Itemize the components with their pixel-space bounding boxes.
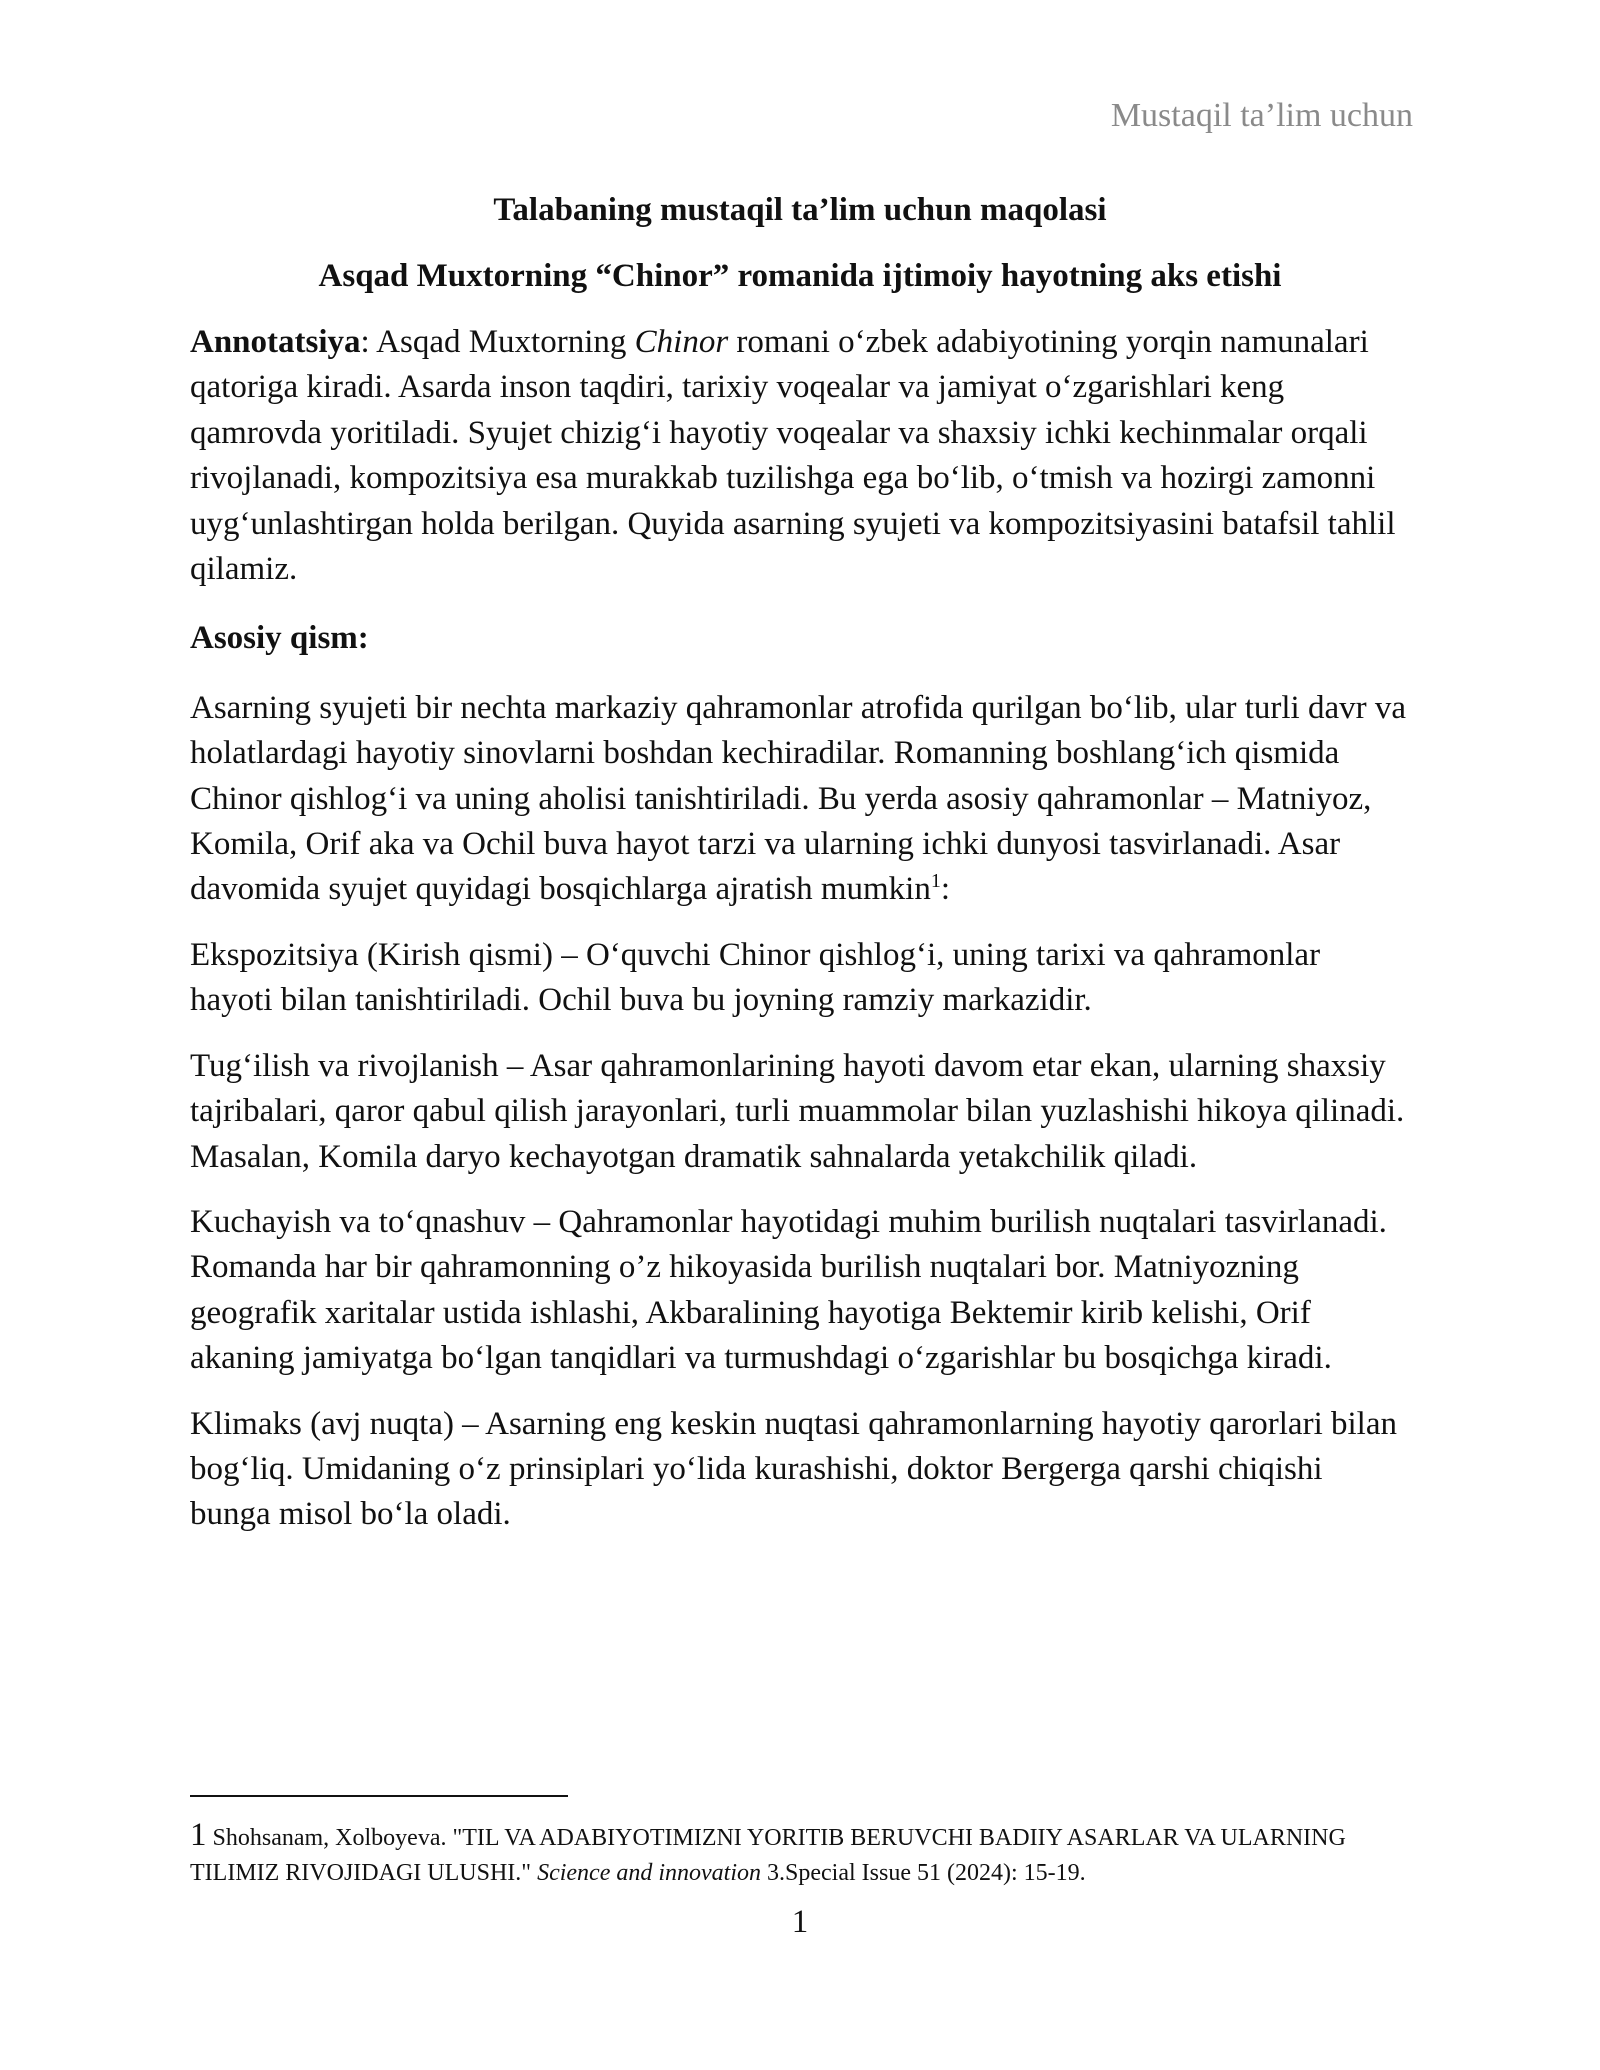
abstract-paragraph	[190, 320, 1410, 592]
paragraph-text: Asarning syujeti bir nechta markaziy qahramonlar atrofida qurilgan boʻlib, ular turli davr va holatlardagi hayotiy sinovlarni boshdan kechiradilar. Romanning boshlangʻich qismida Chinor qishlogʻi va uning aholisi tanishtiriladi. Bu yerda asosiy qahramonlar – Matniyoz, Komila, Orif aka va Ochil buva hayot tarzi va ularning ichki dunyosi tasvirlanadi. Asar davomida syujet quyidagi bosqichlarga ajratish mumkin	[190, 689, 1407, 908]
abstract-separator: :	[360, 324, 377, 360]
main-content	[190, 190, 1410, 1538]
novel-title-italic: Chinor	[634, 324, 729, 360]
footnote-text-end: 3.Special Issue 51 (2024): 15-19.	[761, 1860, 1086, 1886]
footnote-journal-italic: Science and innovation	[537, 1860, 762, 1886]
abstract-lead: Asqad Muxtorning	[376, 324, 635, 360]
paragraph-plot-intro	[190, 686, 1410, 913]
footnote	[190, 1818, 1420, 1891]
abstract-text: romani oʻzbek adabiyotining yorqin namunalari qatoriga kiradi. Asarda inson taqdiri, tarixiy voqealar va jamiyat oʻzgarishlari keng qamrovda yoritiladi. Syujet chizigʻi hayotiy voqealar va shaxsiy ichki kechinmalar orqali rivojlanadi, kompozitsiya esa murakkab tuzilishga ega boʻlib, oʻtmish va hozirgi zamonni uygʻunlashtirgan holda berilgan. Quyida asarning syujeti va kompozitsiyasini batafsil tahlil qilamiz.	[190, 324, 1396, 588]
footnote-number: 1	[190, 1817, 207, 1853]
paragraph-end: :	[940, 871, 951, 908]
paragraph-development: Tugʻilish va rivojlanish – Asar qahramonlarining hayoti davom etar ekan, ularning shaxsiy tajribalari, qaror qabul qilish jarayonlari, turli muammolar bilan yuzlashishi hikoya qilinadi. Masalan, Komila daryo kechayotgan dramatik sahnalarda yetakchilik qiladi.	[190, 1047, 1405, 1175]
footnote-text: Shohsanam, Xolboyeva. "TIL VA ADABIYOTIMIZNI YORITIB BERUVCHI BADIIY ASARLAR VA ULARNING TILIMIZ RIVOJIDAGI ULUSHI."	[190, 1825, 1346, 1886]
page-number: 1	[791, 1904, 809, 1940]
running-header: Mustaqil ta’lim uchun	[1110, 97, 1413, 134]
document-subtitle: Asqad Muxtorning “Chinor” romanida ijtimoiy hayotning aks etishi	[318, 258, 1282, 294]
paragraph-conflict: Kuchayish va toʻqnashuv – Qahramonlar hayotidagi muhim burilish nuqtalari tasvirlanadi. Romanda har bir qahramonning o’z hikoyasida burilish nuqtalari bor. Matniyozning geografik xaritalar ustida ishlashi, Akbaralining hayotiga Bektemir kirib kelishi, Orif akaning jamiyatga boʻlgan tanqidlari va turmushdagi oʻzgarishlar bu bosqichga kiradi.	[190, 1203, 1387, 1377]
paragraph-exposition: Ekspozitsiya (Kirish qismi) – Oʻquvchi Chinor qishlogʻi, uning tarixi va qahramonlar hayoti bilan tanishtiriladi. Ochil buva bu joyning ramziy markazidir.	[190, 936, 1321, 1019]
document-title: Talabaning mustaqil ta’lim uchun maqolasi	[493, 192, 1107, 228]
footnote-reference[interactable]: 1	[930, 870, 941, 893]
footnote-separator	[190, 1795, 568, 1797]
paragraph-climax: Klimaks (avj nuqta) – Asarning eng keskin nuqtasi qahramonlarning hayotiy qarorlari bilan bogʻliq. Umidaning oʻz prinsiplari yoʻlida kurashishi, doktor Bergerga qarshi chiqishi bunga misol boʻla oladi.	[190, 1405, 1397, 1533]
abstract-label: Annotatsiya	[190, 324, 361, 360]
section-heading: Asosiy qism:	[190, 620, 369, 657]
